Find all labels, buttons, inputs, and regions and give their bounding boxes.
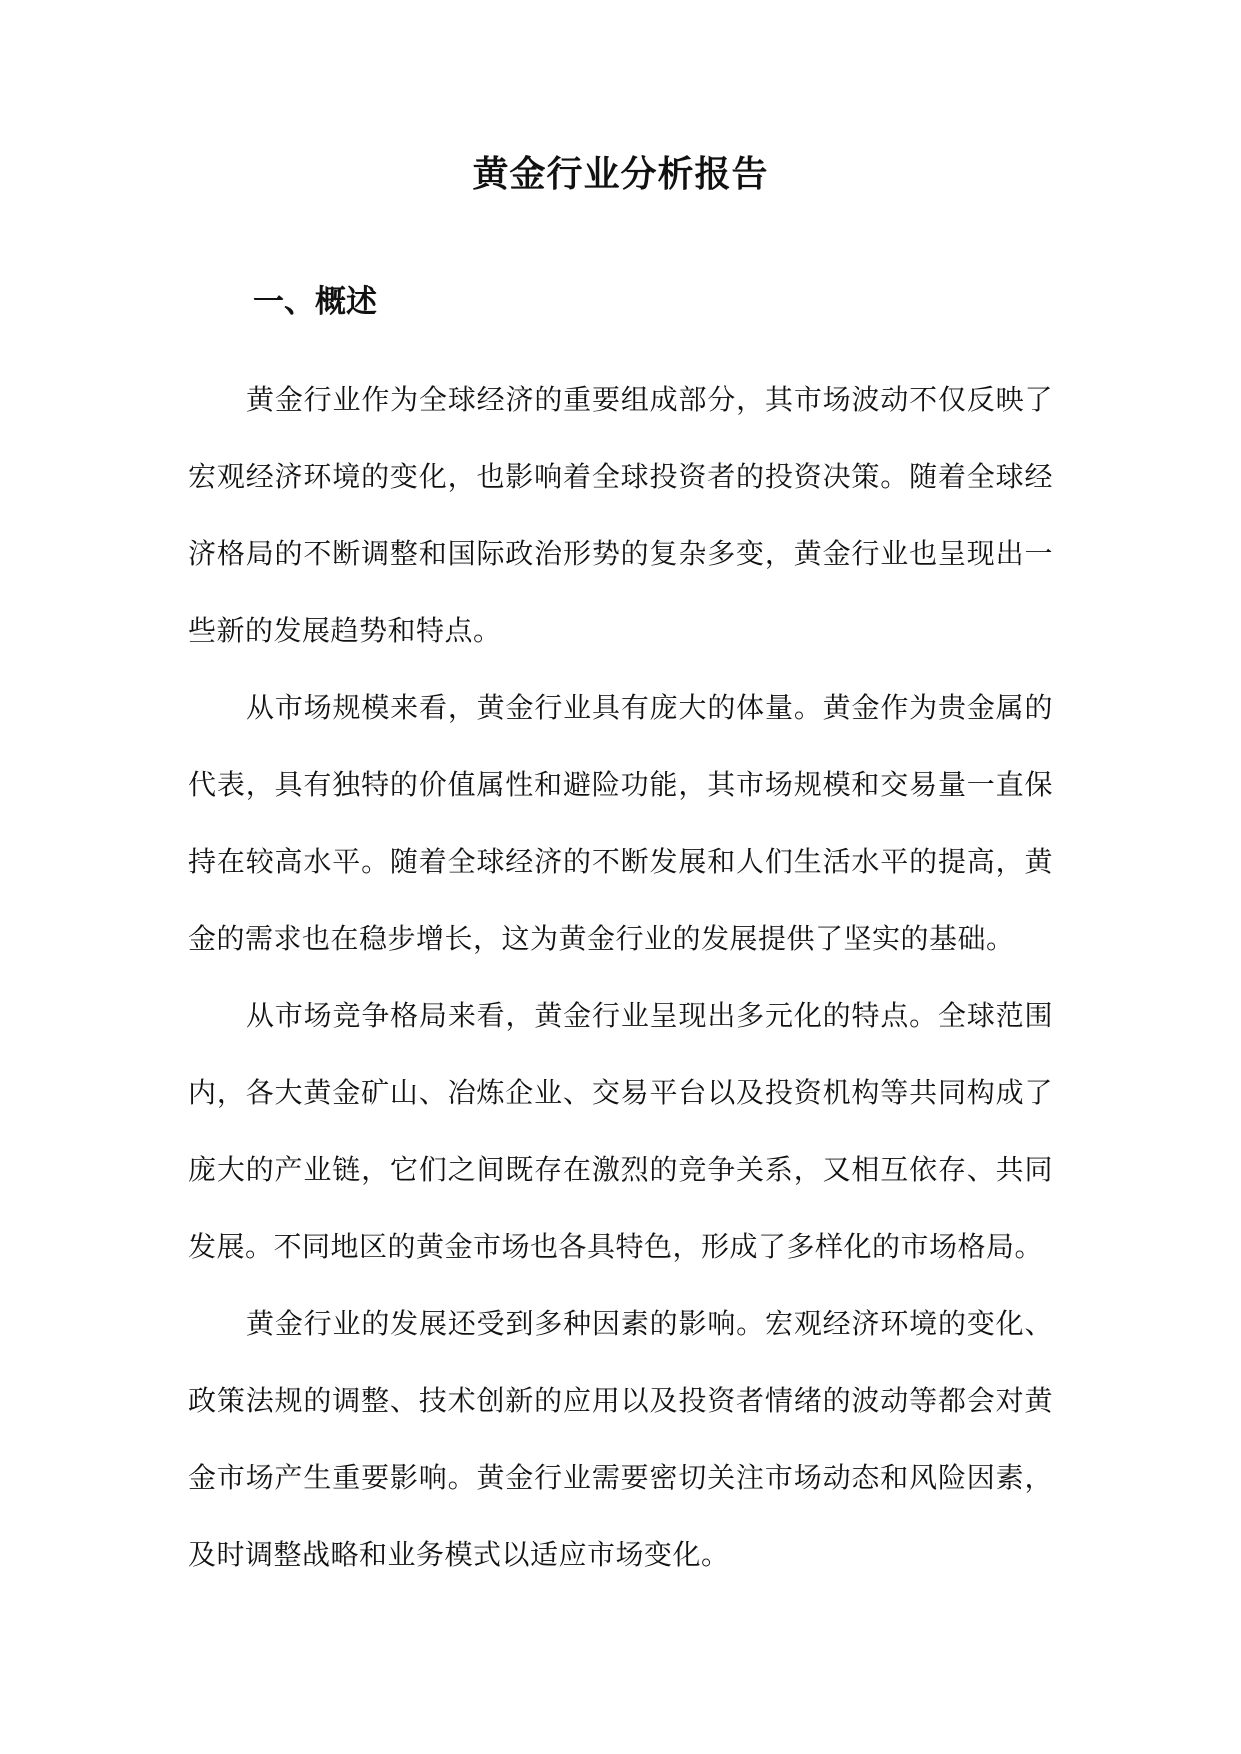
paragraph: 从市场竞争格局来看，黄金行业呈现出多元化的特点。全球范围内，各大黄金矿山、冶炼企业、交易平台以及投资机构等共同构成了庞大的产业链，它们之间既存在激烈的竞争关系，又相互依存、共同发展。不同地区的黄金市场也各具特色，形成了多样化的市场格局。 (188, 999, 1053, 1263)
paragraph: 从市场规模来看，黄金行业具有庞大的体量。黄金作为贵金属的代表，具有独特的价值属性和避险功能，其市场规模和交易量一直保持在较高水平。随着全球经济的不断发展和人们生活水平的提高，黄金的需求也在稳步增长，这为黄金行业的发展提供了坚实的基础。 (188, 691, 1053, 955)
paragraph: 黄金行业作为全球经济的重要组成部分，其市场波动不仅反映了宏观经济环境的变化，也影响着全球投资者的投资决策。随着全球经济格局的不断调整和国际政治形势的复杂多变，黄金行业也呈现出一些新的发展趋势和特点。 (188, 383, 1053, 647)
section-body (188, 361, 1053, 1593)
document-title: 黄金行业分析报告 (472, 154, 769, 195)
section-heading-overview: 一、概述 (253, 284, 377, 320)
paragraph: 黄金行业的发展还受到多种因素的影响。宏观经济环境的变化、政策法规的调整、技术创新的应用以及投资者情绪的波动等都会对黄金市场产生重要影响。黄金行业需要密切关注市场动态和风险因素，及时调整战略和业务模式以适应市场变化。 (188, 1307, 1053, 1571)
